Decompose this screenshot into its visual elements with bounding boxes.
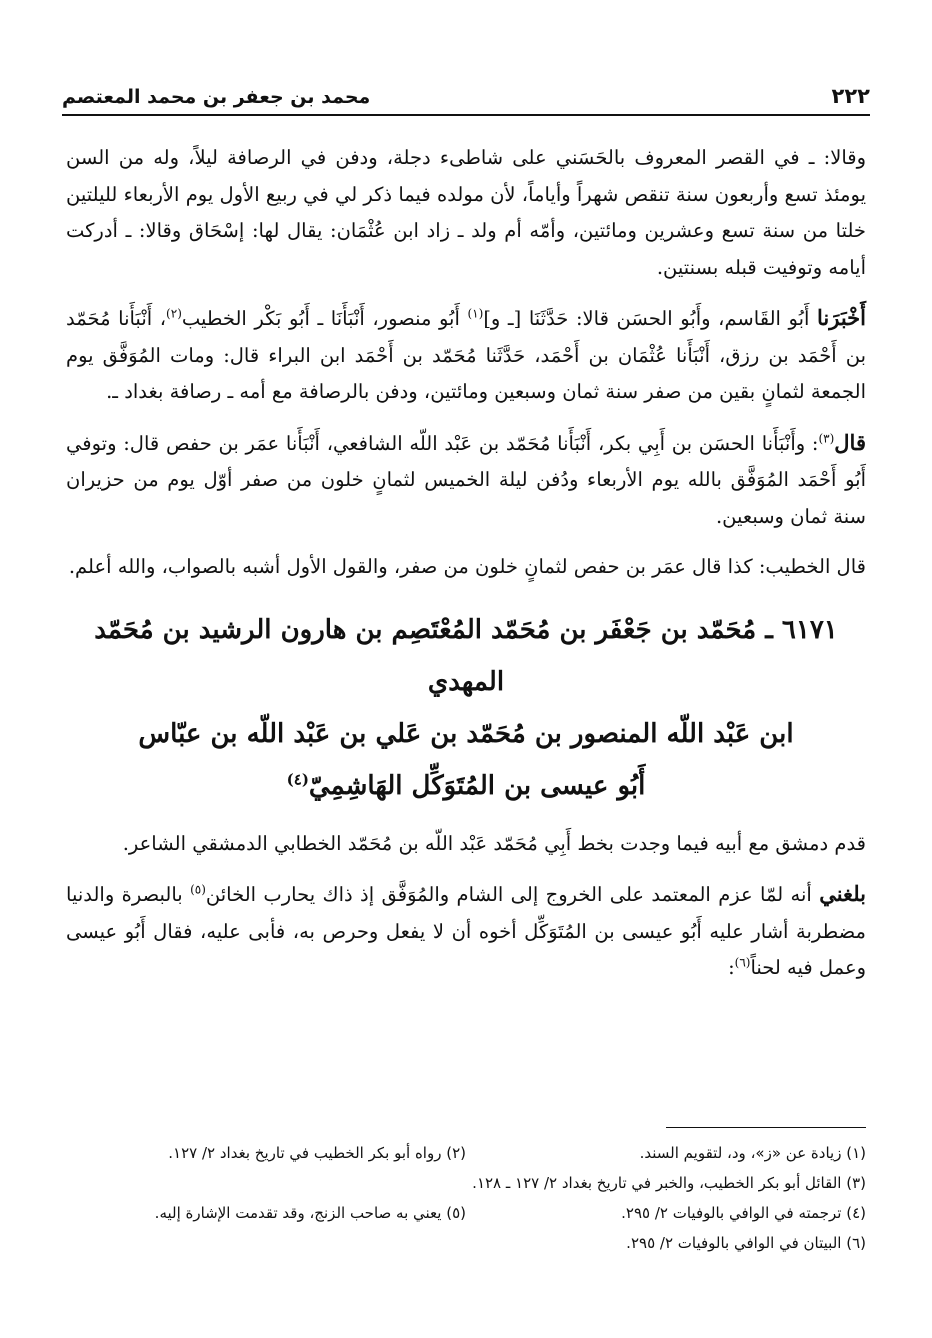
main-text bbox=[66, 140, 866, 1001]
paragraph-2-text-c: ، أَنْبَأَنا مُحَمّد بن أَحْمَد بن رزق، أَنْبَأَنا عُثْمَان بن أَحْمَد، حَدَّثَنا مُحَمّد بن أَحْمَد ابن البراء قال: ومات المُوَفَّق يوم الجمعة لثمانٍ بقين من صفر سنة ثمان وسبعين ومائتين، ودفن بالرصافة مع أمه ـ رصافة بغداد ـ. bbox=[66, 307, 866, 403]
footnote-ref-6[interactable]: (٦) bbox=[734, 955, 751, 970]
paragraph-2 bbox=[66, 300, 866, 411]
entry-heading-line-1: ٦١٧١ ـ مُحَمّد بن جَعْفَر بن مُحَمّد المُعْتَصِم بن هارون الرشيد بن مُحَمّد المهدي bbox=[94, 614, 838, 697]
page-number: ٢٢٢ bbox=[831, 84, 870, 108]
footnotes bbox=[66, 1138, 866, 1258]
running-header bbox=[62, 72, 870, 108]
footnote-3: (٣) القائل أبو بكر الخطيب، والخبر في تاريخ بغداد ٢/ ١٢٧ ـ ١٢٨. bbox=[472, 1174, 866, 1192]
paragraph-2-text-a: أَبُو القَاسم، وأَبُو الحسَن قالا: حَدَّثَنَا [ـ و] bbox=[483, 307, 818, 330]
paragraph-6 bbox=[66, 876, 866, 987]
footnote-1: (١) زيادة عن «ز»، ود، لتقويم السند. bbox=[639, 1144, 866, 1162]
paragraph-2-lead: أَخْبَرَنا bbox=[817, 305, 866, 330]
footnote-row bbox=[66, 1138, 866, 1168]
entry-heading bbox=[66, 604, 866, 812]
footnote-row bbox=[66, 1198, 866, 1228]
paragraph-3-text: : وأَنْبَأَنا الحسَن بن أَبِي بكر، أَنْبَأَنا مُحَمّد بن عَبْد اللّه الشافعي، أَنْبَأَنا عمَر بن حفص قال: وتوفي أَبُو أَحْمَد المُوَفَّق بالله يوم الأربعاء ودُفن ليلة الخميس لثمانٍ خلون من صفر أوّل يوم من حزيران سنة ثمان وسبعين. bbox=[66, 431, 866, 528]
paragraph-6-text-a: أنه لمّا عزم المعتمد على الخروج إلى الشام والمُوَفَّق إذ ذاك يحارب الخائن bbox=[205, 883, 820, 906]
paragraph-1: وقالا: ـ في القصر المعروف بالحَسَني على شاطىء دجلة، ودفن في الرصافة ليلاً، وله من السن يومئذ تسع وأربعون سنة تنقص شهراً وأياماً، لأن مولده فيما ذكر لي في ربيع الأول يوم الأربعاء لليلتين خلتا من سنة تسع وعشرين ومائتين، وأمّه أم ولد ـ زاد ابن عُثْمَان: يقال لها: إسْحَاق وقالا: ـ أدركت أيامه وتوفيت قبله بسنتين. bbox=[66, 146, 866, 279]
footnote-6: (٦) البيتان في الوافي بالوفيات ٢/ ٢٩٥. bbox=[626, 1234, 866, 1252]
footnote-2: (٢) رواه أبو بكر الخطيب في تاريخ بغداد ٢/ ١٢٧. bbox=[168, 1144, 466, 1162]
entry-heading-line-3-text: أَبُو عيسى بن المُتَوَكِّل الهَاشِمِيّ bbox=[308, 770, 646, 801]
paragraph-3 bbox=[66, 425, 866, 536]
footnote-rule bbox=[666, 1127, 866, 1128]
entry-heading-line-3 bbox=[66, 760, 866, 812]
footnote-5: (٥) يعني به صاحب الزنج، وقد تقدمت الإشارة إليه. bbox=[154, 1204, 466, 1222]
paragraph-2-text-b: أَبُو منصور، أَنْبَأَنَا ـ أَبُو بَكْر الخطيب bbox=[181, 307, 468, 330]
footnote-ref-2[interactable]: (٢) bbox=[166, 306, 182, 321]
footnote-4: (٤) ترجمته في الوافي بالوفيات ٢/ ٢٩٥. bbox=[621, 1204, 866, 1222]
paragraph-6-lead: بلغني bbox=[819, 881, 866, 906]
paragraph-4: قال الخطيب: كذا قال عمَر بن حفص لثمانٍ خلون من صفر، والقول الأول أشبه بالصواب، والله أعلم. bbox=[68, 555, 866, 578]
paragraph-6-text-c: : bbox=[728, 956, 735, 979]
footnote-ref-1[interactable]: (١) bbox=[467, 306, 484, 321]
entry-heading-line-2: ابن عَبْد اللّه المنصور بن مُحَمّد بن عَلي بن عَبْد اللّه بن عبّاس bbox=[138, 718, 794, 749]
running-title: محمد بن جعفر بن محمد المعتصم bbox=[62, 86, 371, 108]
footnote-ref-5[interactable]: (٥) bbox=[190, 882, 206, 897]
paragraph-6-text-b: بالبصرة والدنيا مضطربة أشار عليه أَبُو عيسى بن المُتَوَكِّل أخوه أن لا يفعل وحرص به، فأبى عليه، فقال أَبُو عيسى وعمل فيه لحناً bbox=[66, 883, 866, 979]
paragraph-5: قدم دمشق مع أبيه فيما وجدت بخط أَبِي مُحَمّد عَبْد اللّه بن مُحَمّد الخطابي الدمشقي الشاعر. bbox=[122, 831, 866, 855]
footnote-ref-3[interactable]: (٣) bbox=[818, 431, 835, 445]
header-rule bbox=[62, 114, 870, 116]
footnote-ref-4[interactable]: (٤) bbox=[286, 769, 309, 788]
paragraph-3-lead: قال bbox=[834, 429, 866, 455]
